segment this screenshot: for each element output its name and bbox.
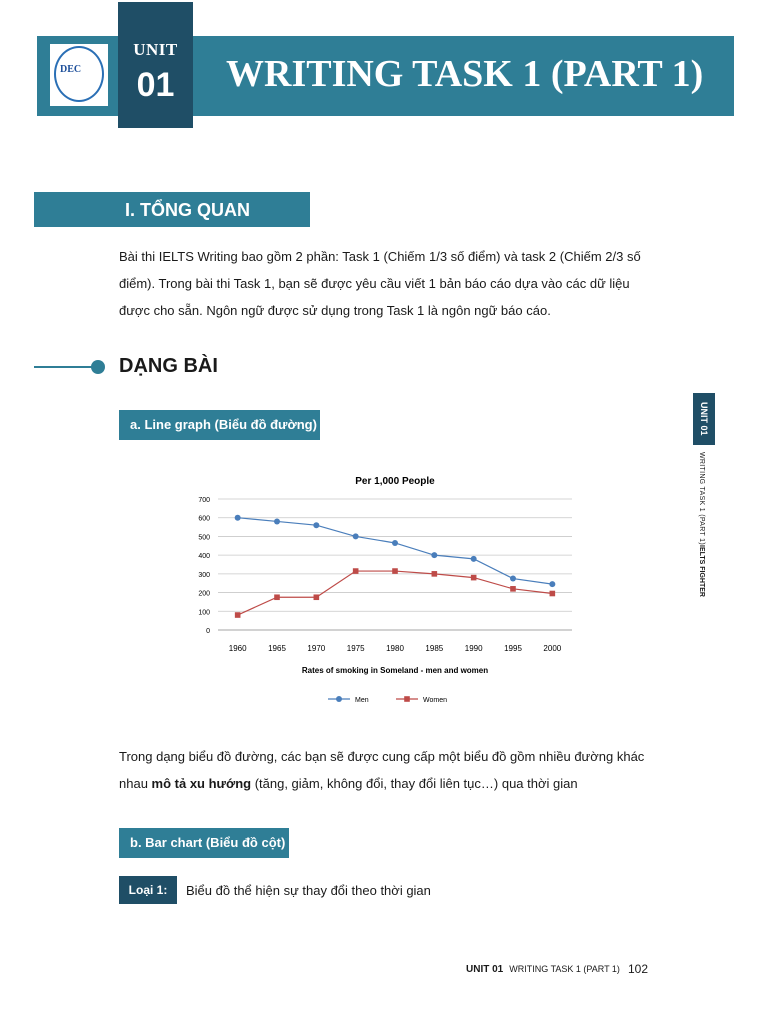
page-number: 102 <box>628 962 649 976</box>
emphasis-text: mô tả xu hướng <box>151 776 252 791</box>
logo-text: DEC <box>60 64 82 75</box>
data-point-men <box>235 515 241 521</box>
y-tick-label: 700 <box>198 497 210 504</box>
legend-marker <box>404 696 410 702</box>
data-point-men <box>392 540 398 546</box>
x-tick-label: 1975 <box>346 644 365 653</box>
data-point-men <box>549 581 555 587</box>
footer-unit: UNIT 01 <box>466 964 504 975</box>
x-tick-label: 1965 <box>268 644 286 653</box>
footer <box>466 964 620 975</box>
side-tab-brand: IELTS FIGHTER <box>698 545 705 597</box>
type-label-badge: Loại 1: <box>119 876 177 904</box>
side-tab-title: WRITING TASK 1 (PART 1) <box>698 452 705 545</box>
legend-label: Men <box>355 697 369 704</box>
legend-label: Women <box>423 697 447 704</box>
bullet-dot-icon <box>91 360 105 374</box>
data-point-women <box>550 591 556 597</box>
line-graph-paragraph: Trong dạng biểu đồ đường, các bạn sẽ được cung cấp một biểu đồ gồm nhiều đường khác nhau mô tả xu hướng (tăng, giảm, không đổi, thay đổi liên tục…) qua thời gian <box>119 749 645 791</box>
y-tick-label: 400 <box>198 553 210 561</box>
unit-badge <box>118 2 193 128</box>
section-types-title: DẠNG BÀI <box>119 355 218 377</box>
type-description: Biểu đồ thể hiện sự thay đổi theo thời gian <box>186 883 431 898</box>
y-tick-label: 500 <box>198 534 210 542</box>
x-tick-label: 1980 <box>386 644 404 653</box>
footer-title: WRITING TASK 1 (PART 1) <box>509 964 620 974</box>
section-overview-title: I. TỔNG QUAN <box>125 200 250 220</box>
x-tick-label: 1960 <box>228 644 247 653</box>
line-chart <box>190 462 590 712</box>
y-tick-label: 200 <box>198 590 210 598</box>
overview-paragraph: Bài thi IELTS Writing bao gồm 2 phần: Task 1 (Chiếm 1/3 số điểm) và task 2 (Chiếm 2/3 số điểm). Trong bài thi Task 1, bạn sẽ được yêu cầu viết 1 bản báo cáo dựa vào các dữ liệu được cho sẵn. Ngôn ngữ được sử dụng trong Task 1 là ngôn ngữ báo cáo. <box>119 249 641 318</box>
x-tick-label: 1995 <box>504 644 522 653</box>
series-line-women <box>238 571 553 615</box>
data-point-men <box>471 556 477 562</box>
data-point-men <box>431 552 437 558</box>
y-tick-label: 600 <box>198 515 210 523</box>
unit-number: 01 <box>136 66 175 104</box>
subsection-line-graph: a. Line graph (Biểu đồ đường) <box>119 410 320 440</box>
x-tick-label: 1990 <box>464 644 483 653</box>
x-tick-label: 2000 <box>543 644 562 653</box>
data-point-men <box>274 518 280 524</box>
data-point-women <box>392 568 398 574</box>
chart-xlabel: Rates of smoking in Someland - men and women <box>301 666 489 675</box>
chart-title: Per 1,000 People <box>355 476 435 487</box>
data-point-men <box>510 576 516 582</box>
data-point-men <box>313 522 319 528</box>
section-divider-line <box>34 366 96 368</box>
data-point-men <box>353 533 359 539</box>
x-tick-label: 1985 <box>425 644 444 653</box>
data-point-women <box>274 594 280 600</box>
data-point-women <box>510 586 516 592</box>
subsection-bar-chart: b. Bar chart (Biểu đồ cột) <box>119 828 289 858</box>
page-title: WRITING TASK 1 (PART 1) <box>226 53 704 95</box>
data-point-women <box>314 594 320 600</box>
y-tick-label: 300 <box>198 571 210 579</box>
y-tick-label: 100 <box>198 609 210 617</box>
unit-label: UNIT <box>133 40 178 59</box>
data-point-women <box>432 571 438 577</box>
data-point-women <box>471 575 477 581</box>
data-point-women <box>353 568 359 574</box>
side-tab-unit: UNIT 01 <box>699 402 709 436</box>
y-tick-label: 0 <box>206 628 210 635</box>
x-tick-label: 1970 <box>307 644 326 653</box>
data-point-women <box>235 612 241 618</box>
legend-marker <box>336 696 342 702</box>
